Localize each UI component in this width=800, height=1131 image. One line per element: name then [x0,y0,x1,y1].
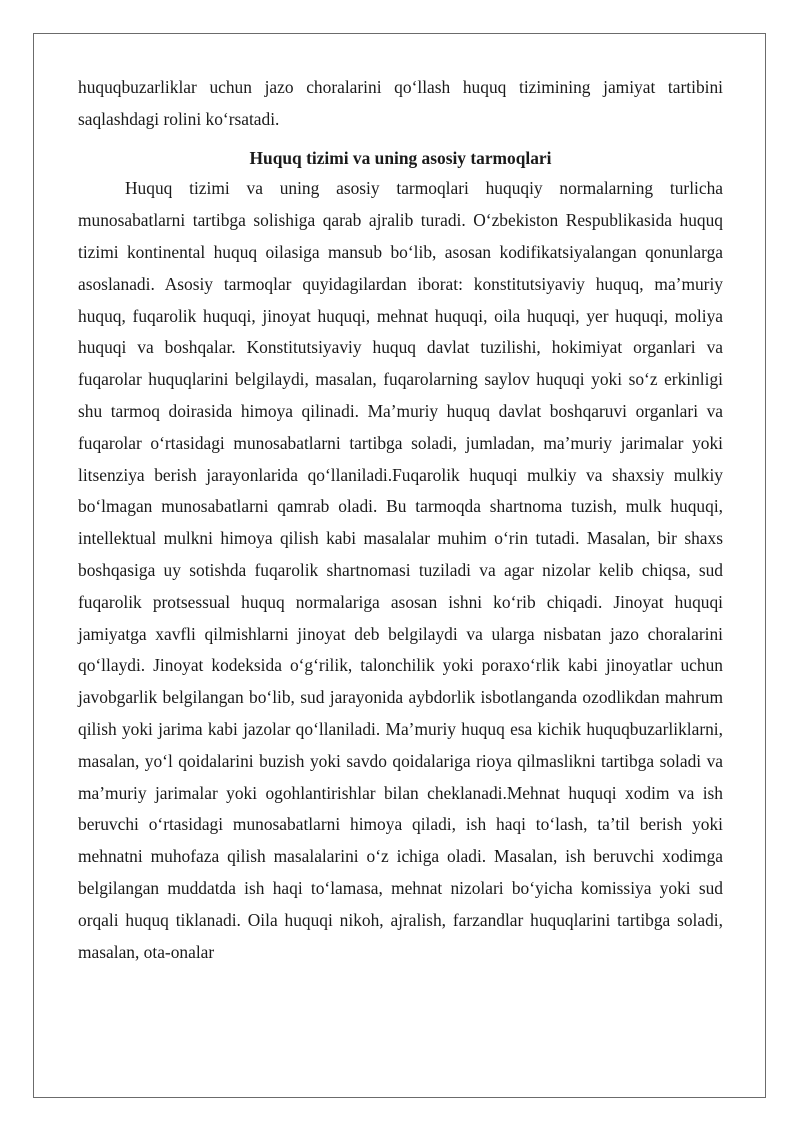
intro-paragraph: huquqbuzarliklar uchun jazo choralarini qo‘llash huquq tizimining jamiyat tartibini saqlashdagi rolini ko‘rsatadi. [78,77,723,129]
section-heading: Huquq tizimi va uning asosiy tarmoqlari [249,147,552,168]
document-body [78,72,723,968]
body-paragraph: Huquq tizimi va uning asosiy tarmoqlari huquqiy normalarning turlicha munosabatlarni tartibga solishiga qarab ajralib turadi. O‘zbekiston Respublikasida huquq tizimi kontinental huquq oilasiga mansub bo‘lib, asosan kodifikatsiyalangan qonunlarga asoslanadi. Asosiy tarmoqlar quyidagilardan iborat: konstitutsiyaviy huquq, ma’muriy huquq, fuqarolik huquqi, jinoyat huquqi, mehnat huquqi, oila huquqi, yer huquqi, moliya huquqi va boshqalar. Konstitutsiyaviy huquq davlat tuzilishi, hokimiyat organlari va fuqarolar huquqlarini belgilaydi, masalan, fuqarolarning saylov huquqi yoki so‘z erkinligi shu tarmoq doirasida himoya qilinadi. Ma’muriy huquq davlat boshqaruvi organlari va fuqarolar o‘rtasidagi munosabatlarni tartibga soladi, jumladan, ma’muriy jarimalar yoki litsenziya berish jarayonlarida qo‘llaniladi.Fuqarolik huquqi mulkiy va shaxsiy mulkiy bo‘lmagan munosabatlarni qamrab oladi. Bu tarmoqda shartnoma tuzish, mulk huquqi, intellektual mulkni himoya qilish kabi masalalar muhim o‘rin tutadi. Masalan, bir shaxs boshqasiga uy sotishda fuqarolik shartnomasi tuziladi va agar nizolar kelib chiqsa, sud fuqarolik protsessual huquq normalariga asosan ishni ko‘rib chiqadi. Jinoyat huquqi jamiyatga xavfli qilmishlarni jinoyat deb belgilaydi va ularga nisbatan jazo choralarini qo‘llaydi. Jinoyat kodeksida o‘g‘rilik, talonchilik yoki poraxo‘rlik kabi jinoyatlar uchun javobgarlik belgilangan bo‘lib, sud jarayonida aybdorlik isbotlanganda ozodlikdan mahrum qilish yoki jarima kabi jazolar qo‘llaniladi. Ma’muriy huquq esa kichik huquqbuzarliklarni, masalan, yo‘l qoidalarini buzish yoki savdo qoidalariga rioya qilmaslikni tartibga soladi va ma’muriy jarimalar yoki ogohlantirishlar bilan cheklanadi.Mehnat huquqi xodim va ish beruvchi o‘rtasidagi munosabatlarni himoya qiladi, ish haqi to‘lash, ta’til berish yoki mehnatni muhofaza qilish masalalarini o‘z ichiga oladi. Masalan, ish beruvchi xodimga belgilangan muddatda ish haqi to‘lamasa, mehnat nizolari bo‘yicha komissiya yoki sud orqali huquq tiklanadi. Oila huquqi nikoh, ajralish, farzandlar huquqlarini tartibga soladi, masalan, ota-onalar [78,178,723,962]
